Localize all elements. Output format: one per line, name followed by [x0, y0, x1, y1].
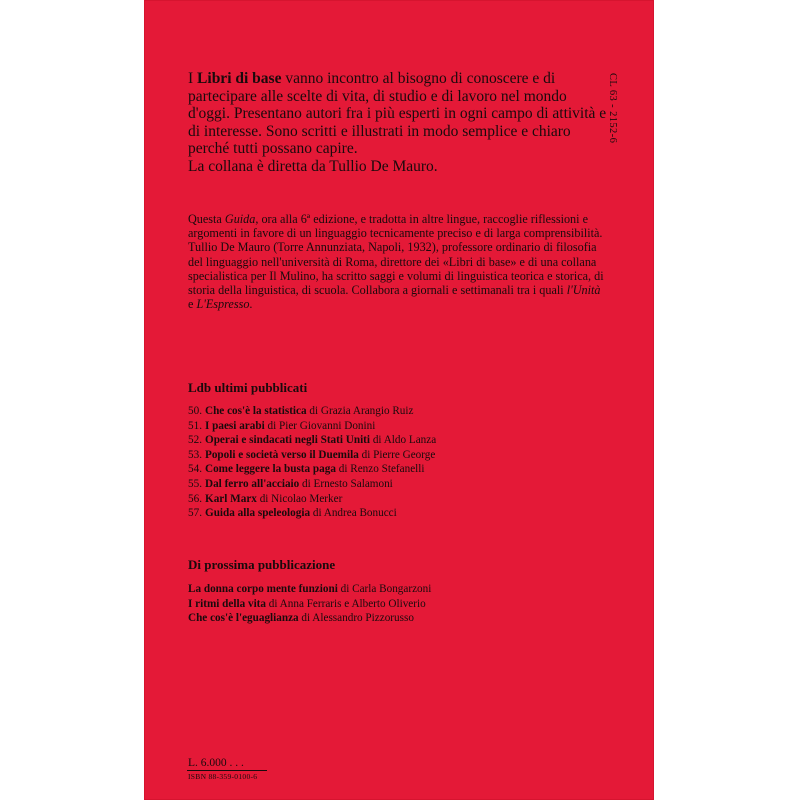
- upcoming-item: [188, 597, 608, 612]
- item-number: 51.: [188, 419, 202, 432]
- item-author: di Aldo Lanza: [370, 434, 437, 447]
- recent-item: [188, 448, 608, 463]
- guide-text-1: Questa: [188, 212, 225, 226]
- item-number: 54.: [188, 463, 202, 476]
- item-body: [205, 492, 342, 507]
- item-author: di Ernesto Salamoni: [299, 477, 393, 490]
- item-author: di Pier Giovanni Donini: [264, 419, 376, 432]
- item-body: [205, 433, 436, 448]
- item-title: I ritmi della vita: [188, 597, 266, 610]
- recent-item: [188, 404, 608, 419]
- recent-item: [188, 506, 608, 521]
- newspaper-unita: l'Unità: [566, 283, 601, 298]
- item-number: 57.: [188, 507, 202, 520]
- guide-text-3: e: [188, 297, 197, 312]
- series-name: Libri di base: [197, 70, 282, 87]
- item-body: [205, 506, 397, 521]
- recent-item: [188, 477, 608, 492]
- item-author: di Renzo Stefanelli: [335, 463, 425, 476]
- guide-title: Guida: [224, 212, 256, 226]
- intro-paragraph: [188, 70, 608, 158]
- item-author: di Alessandro Pizzorusso: [298, 612, 414, 625]
- item-title: Come leggere la busta paga: [205, 463, 336, 476]
- item-number: 50.: [188, 405, 202, 417]
- item-title: Operai e sindacati negli Stati Uniti: [205, 434, 371, 447]
- item-title: Guida alla speleologia: [205, 507, 311, 520]
- upcoming-item: [188, 582, 608, 597]
- upcoming-item: [188, 611, 608, 626]
- item-title: Dal ferro all'acciaio: [205, 477, 300, 490]
- item-author: di Carla Bongarzoni: [337, 583, 432, 595]
- recent-item: [188, 419, 608, 434]
- item-body: [205, 419, 375, 434]
- catalog-code: CL 63 - 2152-6: [607, 73, 618, 144]
- recent-item: [188, 462, 608, 477]
- item-body: [205, 448, 435, 463]
- item-title: Che cos'è la statistica: [205, 405, 307, 417]
- upcoming-section-title: Di prossima pubblicazione: [188, 557, 336, 572]
- item-author: di Andrea Bonucci: [310, 507, 397, 520]
- intro-lead: I: [188, 70, 198, 87]
- price-divider: [187, 770, 267, 771]
- intro-text: vanno incontro al bisogno di conoscere e di partecipare alle scelte di vita, di studio e di lavoro nel mondo d'oggi. Presentano autori fra i più esperti in ogni campo di attività e di interesse. Sono scritti e illustrati in modo semplice e chiaro perché tutti possano capire.: [188, 70, 607, 158]
- item-title: I paesi arabi: [205, 419, 265, 432]
- item-author: di Grazia Arangio Ruiz: [306, 405, 414, 417]
- guide-description: [188, 212, 608, 311]
- item-title: Che cos'è l'eguaglianza: [188, 612, 299, 625]
- upcoming-publications-list: [188, 582, 608, 626]
- director-line: La collana è diretta da Tullio De Mauro.: [188, 157, 438, 175]
- item-number: 52.: [188, 434, 202, 447]
- guide-paragraph: [188, 212, 608, 311]
- guide-text-2: , ora alla 6ª edizione, e tradotta in altre lingue, raccoglie riflessioni e argomenti in favore di un linguaggio tecnicamente preciso e di larga comprensibilità. Tullio De Mauro (Torre Annunziata, Napoli, 1932), professore ordinario di filosofia del linguaggio nell'università di Roma, direttore dei «Libri di base» e di una collana specialistica per Il Mulino, ha scritto saggi e volumi di linguistica teorica e storica, di storia della linguistica, di scuola. Collabora a giornali e settimanali tra i quali: [188, 212, 604, 298]
- item-title: Karl Marx: [205, 492, 257, 505]
- guide-text-4: .: [249, 297, 253, 312]
- item-author: di Anna Ferraris e Alberto Oliverio: [266, 597, 426, 610]
- recent-section-title: Ldb ultimi pubblicati: [188, 380, 308, 395]
- item-number: 53.: [188, 448, 202, 461]
- magazine-espresso: L'Espresso: [196, 297, 250, 312]
- item-number: 55.: [188, 477, 202, 490]
- item-author: di Nicolao Merker: [256, 492, 343, 505]
- item-title: La donna corpo mente funzioni: [188, 583, 338, 595]
- item-number: 56.: [188, 492, 202, 505]
- price: L. 6.000 . . .: [188, 757, 244, 769]
- recent-item: [188, 433, 608, 448]
- series-intro: [188, 70, 608, 176]
- item-body: [205, 404, 413, 419]
- item-title: Popoli e società verso il Duemila: [205, 448, 359, 461]
- recent-item: [188, 492, 608, 507]
- recent-publications-list: [188, 404, 608, 521]
- item-author: di Pierre George: [358, 448, 436, 461]
- item-body: [205, 462, 424, 477]
- isbn: ISBN 88-359-0100-6: [188, 772, 258, 781]
- item-body: [205, 477, 393, 492]
